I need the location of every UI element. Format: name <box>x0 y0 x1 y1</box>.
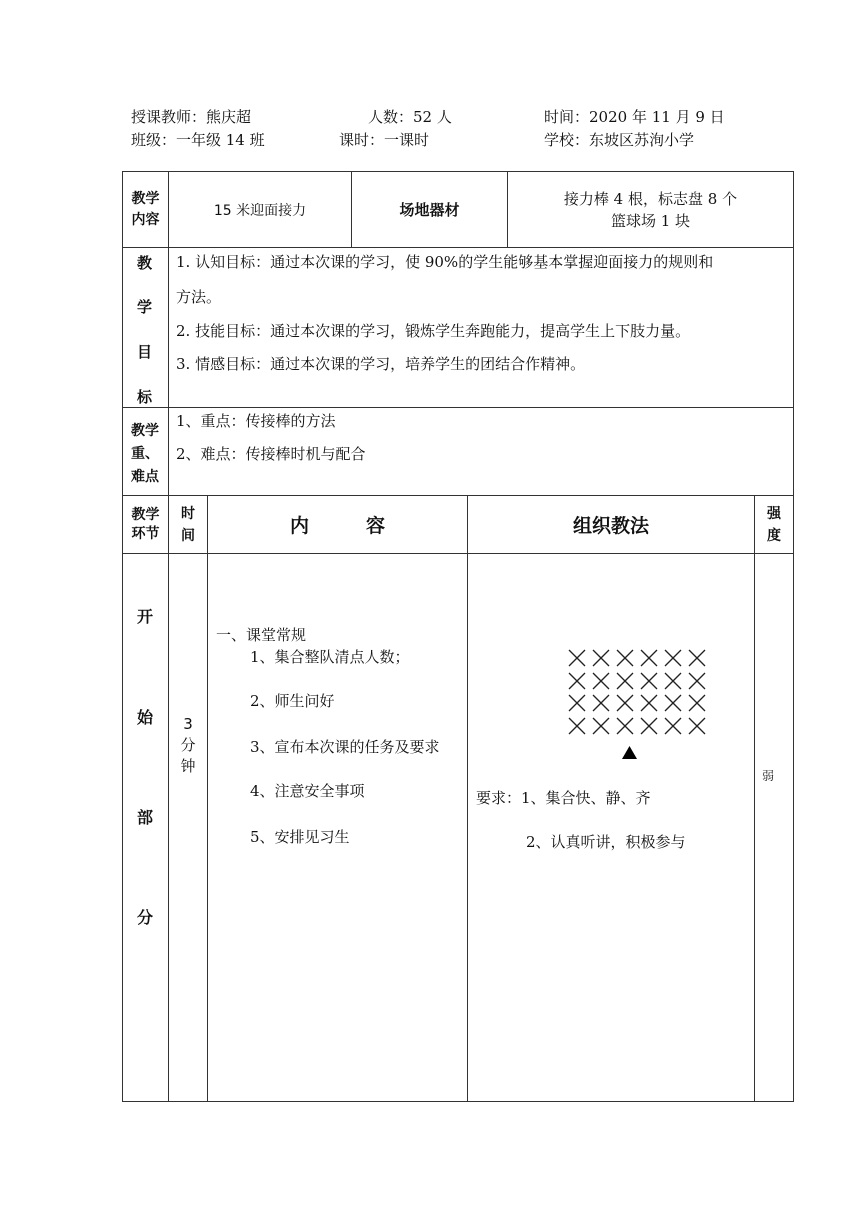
time-header-line: 时 <box>181 505 195 522</box>
triangle-icon <box>622 746 637 759</box>
objective-line: 3. 情感目标：通过本次课的学习，培养学生的团结合作精神。 <box>176 355 586 373</box>
formation-row <box>565 670 709 693</box>
start-time-line: 3 <box>183 715 193 733</box>
objectives-label-char: 教 <box>137 254 153 272</box>
equipment-label: 场地器材 <box>399 201 460 219</box>
equipment-line-1: 接力棒 4 根，标志盘 8 个 <box>563 189 738 208</box>
cross-icon <box>565 715 589 738</box>
start-time-line: 钟 <box>180 757 196 775</box>
start-time-line: 分 <box>180 736 196 754</box>
cross-icon <box>661 647 685 670</box>
cross-icon <box>589 670 613 693</box>
school-name: 学校：东坡区苏洵小学 <box>544 131 695 149</box>
lesson-period: 课时：一课时 <box>339 131 430 149</box>
objective-line: 2. 技能目标：通过本次课的学习，锻炼学生奔跑能力，提高学生上下肢力量。 <box>176 322 691 340</box>
cross-icon <box>613 715 637 738</box>
cross-icon <box>565 647 589 670</box>
cross-icon <box>661 692 685 715</box>
formation-row <box>565 692 709 715</box>
routine-item: 4、注意安全事项 <box>250 782 365 800</box>
keypoints-label-line: 重、 <box>131 446 159 462</box>
keypoint-line: 2、难点：传接棒时机与配合 <box>176 445 366 463</box>
cross-icon <box>613 647 637 670</box>
teacher-name: 授课教师：熊庆超 <box>131 108 252 126</box>
start-label-char: 分 <box>137 908 154 927</box>
time-column-header <box>169 496 207 553</box>
cross-icon <box>565 670 589 693</box>
objectives-label-char: 目 <box>137 343 153 361</box>
cross-icon <box>685 715 709 738</box>
keypoints-label-line: 教学 <box>131 423 159 439</box>
method-column-header: 组织教法 <box>572 515 649 537</box>
cross-icon <box>637 647 661 670</box>
equipment-line-2: 篮球场 1 块 <box>610 211 691 230</box>
formation-row <box>565 715 709 738</box>
equipment-value <box>508 172 793 247</box>
cross-icon <box>661 670 685 693</box>
cross-icon <box>685 692 709 715</box>
start-label-char: 始 <box>137 708 154 727</box>
cross-icon <box>565 692 589 715</box>
objective-line: 方法。 <box>176 288 222 306</box>
keypoints-label-line: 难点 <box>131 469 159 485</box>
routine-heading: 一、课堂常规 <box>216 626 307 644</box>
keypoint-line: 1、重点：传接棒的方法 <box>176 412 336 430</box>
start-label-char: 开 <box>137 607 154 626</box>
content-column-header: 内 容 <box>289 515 385 537</box>
objectives-label-char: 学 <box>137 298 153 316</box>
objectives-label-char: 标 <box>137 388 153 406</box>
routine-item: 1、集合整队清点人数； <box>250 648 410 666</box>
start-time <box>169 714 207 777</box>
cross-icon <box>637 692 661 715</box>
formation-diagram <box>565 647 709 737</box>
class-name: 班级：一年级 14 班 <box>131 131 265 149</box>
objective-line: 1. 认知目标：通过本次课的学习，使 90%的学生能够基本掌握迎面接力的规则和 <box>176 253 714 271</box>
routine-item: 5、安排见习生 <box>250 828 350 846</box>
section-header-line: 教学 <box>131 506 160 523</box>
cross-icon <box>589 715 613 738</box>
intensity-header-line: 强 <box>767 505 781 522</box>
student-count: 人数：52 人 <box>368 108 452 126</box>
section-header-line: 环节 <box>131 525 160 542</box>
start-label-char: 部 <box>137 808 154 827</box>
cross-icon <box>661 715 685 738</box>
intensity-value: 弱 <box>762 769 775 783</box>
cross-icon <box>589 647 613 670</box>
content-label-text: 教学内容 <box>131 190 160 228</box>
time-header-line: 间 <box>181 527 195 544</box>
cross-icon <box>685 670 709 693</box>
lesson-date: 时间：2020 年 11 月 9 日 <box>544 108 725 126</box>
intensity-header-line: 度 <box>767 527 781 544</box>
cross-icon <box>589 692 613 715</box>
routine-item: 2、师生问好 <box>250 692 335 710</box>
cross-icon <box>613 670 637 693</box>
intensity-column-header <box>755 496 793 553</box>
cross-icon <box>637 670 661 693</box>
cross-icon <box>685 647 709 670</box>
requirement-line: 2、认真听讲，积极参与 <box>526 833 686 851</box>
content-value: 15 米迎面接力 <box>213 202 307 219</box>
requirement-line: 要求：1、集合快、静、齐 <box>476 789 651 807</box>
cross-icon <box>637 715 661 738</box>
content-label <box>123 172 168 247</box>
section-column-header <box>123 496 168 553</box>
cross-icon <box>613 692 637 715</box>
formation-row <box>565 647 709 670</box>
routine-item: 3、宣布本次课的任务及要求 <box>250 738 440 756</box>
